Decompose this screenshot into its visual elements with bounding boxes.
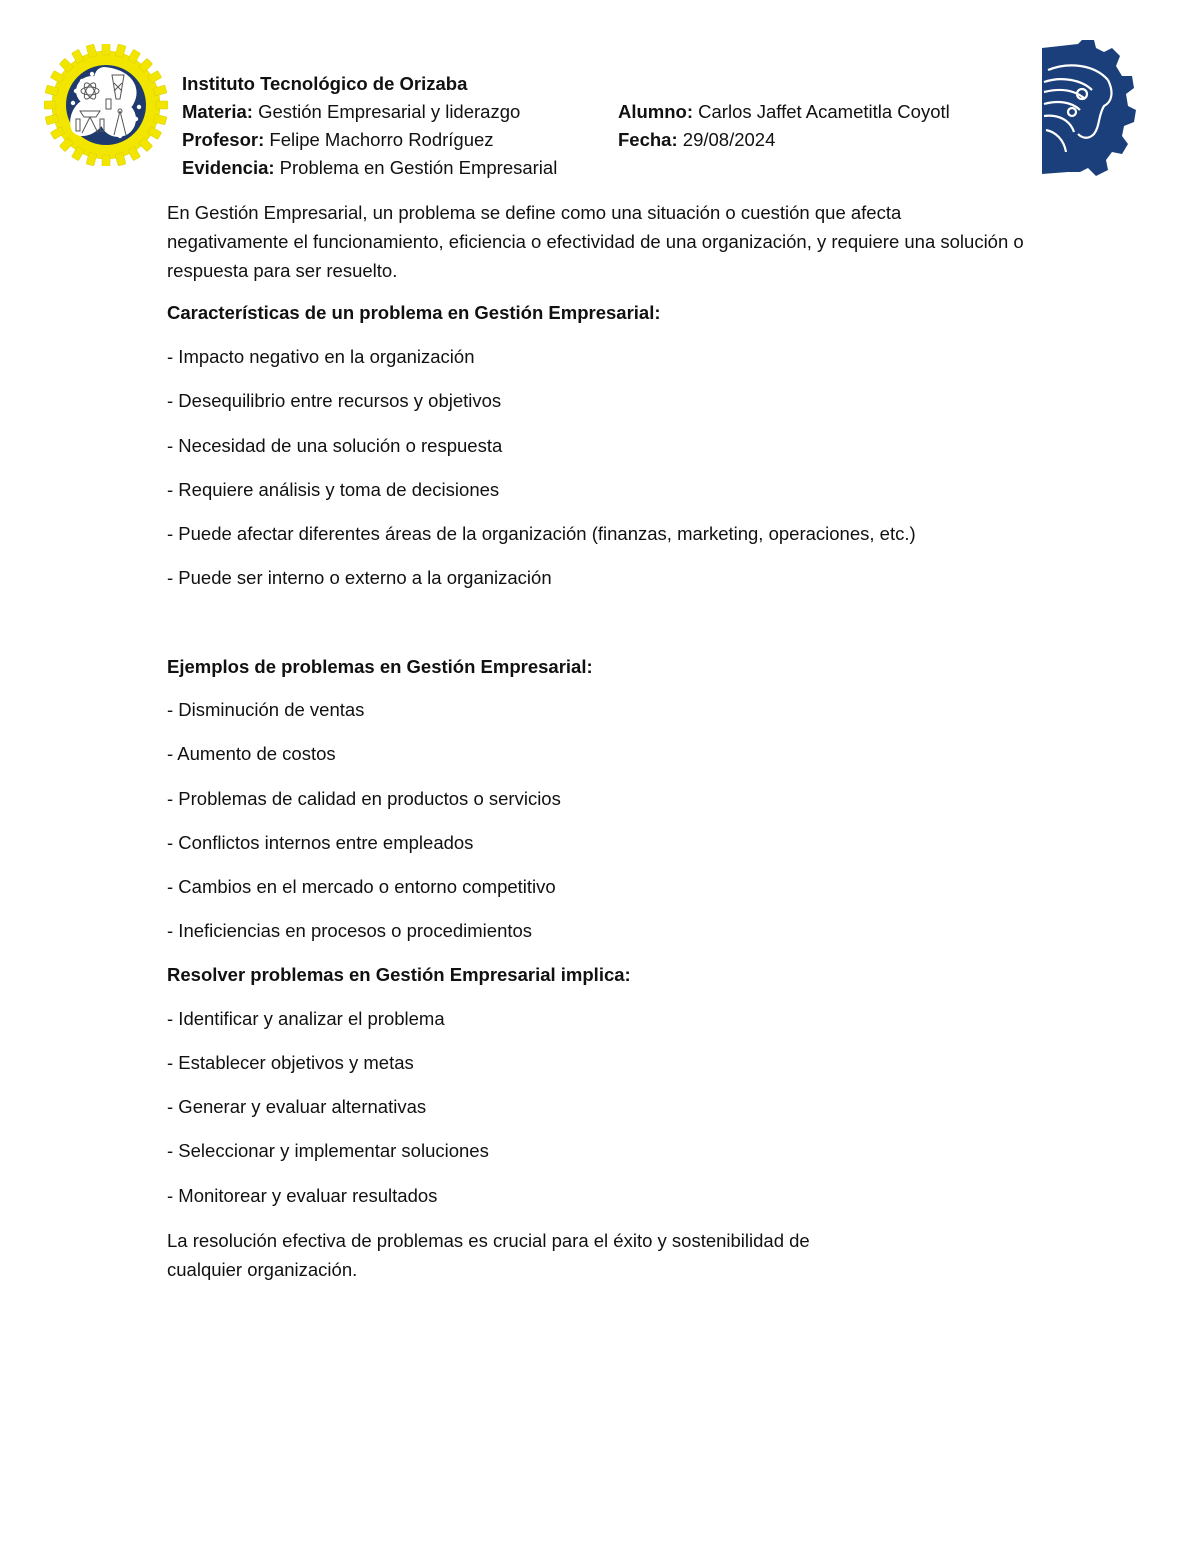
tecnm-eagle-gear-logo <box>1038 40 1136 178</box>
list-item: - Ineficiencias en procesos o procedimientos <box>167 920 533 941</box>
list-item: - Generar y evaluar alternativas <box>167 1096 427 1117</box>
list-item: - Desequilibrio entre recursos y objetivos <box>167 390 502 411</box>
intro-paragraph: En Gestión Empresarial, un problema se define como una situación o cuestión que afecta negativamente el funcionamiento, eficiencia o efectividad de una organización, y requiere una solución o respuesta para ser resuelto. <box>167 202 1024 281</box>
list-item: - Requiere análisis y toma de decisiones <box>167 479 500 500</box>
list-item: - Impacto negativo en la organización <box>167 346 475 367</box>
document-body <box>167 198 1027 1280</box>
profesor-label: Profesor: <box>182 129 265 150</box>
ito-gear-seal-logo <box>44 44 168 166</box>
list-item: - Aumento de costos <box>167 743 336 764</box>
list-item: - Puede ser interno o externo a la organización <box>167 567 552 588</box>
list-item: - Identificar y analizar el problema <box>167 1008 445 1029</box>
materia-value: Gestión Empresarial y liderazgo <box>252 101 521 122</box>
list-item: - Establecer objetivos y metas <box>167 1052 414 1073</box>
evidencia-label: Evidencia: <box>182 157 275 178</box>
closing-paragraph: La resolución efectiva de problemas es crucial para el éxito y sostenibilidad de cualquier organización. <box>167 1230 810 1280</box>
list-item: - Puede afectar diferentes áreas de la organización (finanzas, marketing, operaciones, etc.) <box>167 523 916 544</box>
fecha-label: Fecha: <box>618 129 678 150</box>
document-header <box>182 70 950 182</box>
profesor-value: Felipe Machorro Rodríguez <box>264 129 494 150</box>
list-item: - Disminución de ventas <box>167 699 365 720</box>
materia-label: Materia: <box>182 101 253 122</box>
list-item: - Necesidad de una solución o respuesta <box>167 435 503 456</box>
section-heading-resolver: Resolver problemas en Gestión Empresarial implica: <box>167 964 631 985</box>
list-item: - Cambios en el mercado o entorno competitivo <box>167 876 556 897</box>
alumno-value: Carlos Jaffet Acametitla Coyotl <box>693 101 950 122</box>
fecha-value: 29/08/2024 <box>677 129 776 150</box>
section-heading-caracteristicas: Características de un problema en Gestión Empresarial: <box>167 302 661 323</box>
list-item: - Problemas de calidad en productos o servicios <box>167 788 561 809</box>
alumno-label: Alumno: <box>618 101 694 122</box>
evidencia-value: Problema en Gestión Empresarial <box>274 157 558 178</box>
list-item: - Conflictos internos entre empleados <box>167 832 474 853</box>
institution-name: Instituto Tecnológico de Orizaba <box>182 73 468 94</box>
list-item: - Seleccionar y implementar soluciones <box>167 1140 489 1161</box>
section-heading-ejemplos: Ejemplos de problemas en Gestión Empresarial: <box>167 656 593 677</box>
list-item: - Monitorear y evaluar resultados <box>167 1185 438 1206</box>
